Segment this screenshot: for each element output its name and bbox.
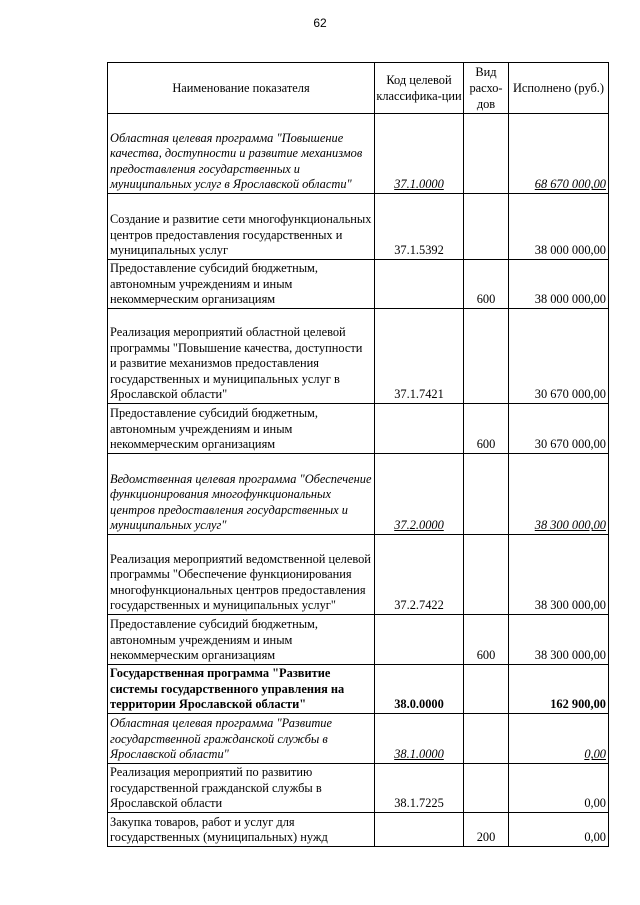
- table-row: [108, 813, 609, 847]
- row-code: [375, 404, 464, 454]
- row-name: Областная целевая программа "Повышение качества, доступности и развитие механизмов предоставления государственных и муниципальных услуг в Ярославской области": [108, 114, 375, 194]
- row-name: Предоставление субсидий бюджетным, автономным учреждениям и иным некоммерческим организациям: [108, 260, 375, 309]
- row-amount: 38 300 000,00: [509, 615, 609, 665]
- row-amount: 38 300 000,00: [509, 454, 609, 535]
- row-amount: 162 900,00: [509, 665, 609, 714]
- row-amount: 0,00: [509, 764, 609, 813]
- row-type: 200: [464, 813, 509, 847]
- table-header-row: [108, 63, 609, 114]
- row-amount: 30 670 000,00: [509, 309, 609, 404]
- table-row: [108, 260, 609, 309]
- row-code: [375, 813, 464, 847]
- row-type: [464, 764, 509, 813]
- row-amount: 0,00: [509, 714, 609, 764]
- row-name: Закупка товаров, работ и услуг для государственных (муниципальных) нужд: [108, 813, 375, 847]
- row-type: 600: [464, 615, 509, 665]
- row-type: [464, 114, 509, 194]
- row-code: 38.1.0000: [375, 714, 464, 764]
- table-row: [108, 714, 609, 764]
- table-row: [108, 194, 609, 260]
- row-type: [464, 309, 509, 404]
- row-type: [464, 665, 509, 714]
- row-type: [464, 535, 509, 615]
- row-amount: 38 000 000,00: [509, 260, 609, 309]
- row-type: [464, 714, 509, 764]
- row-code: [375, 615, 464, 665]
- row-code: 37.1.7421: [375, 309, 464, 404]
- header-name: Наименование показателя: [108, 63, 375, 114]
- row-name: Реализация мероприятий ведомственной целевой программы "Обеспечение функционирования многофункциональных центров предоставления государственных и муниципальных услуг": [108, 535, 375, 615]
- row-name: Создание и развитие сети многофункциональных центров предоставления государственных и муниципальных услуг: [108, 194, 375, 260]
- table-row: [108, 309, 609, 404]
- row-type: [464, 194, 509, 260]
- row-amount: 68 670 000,00: [509, 114, 609, 194]
- row-name: Предоставление субсидий бюджетным, автономным учреждениям и иным некоммерческим организациям: [108, 404, 375, 454]
- row-code: [375, 260, 464, 309]
- row-code: 38.1.7225: [375, 764, 464, 813]
- table-row: [108, 665, 609, 714]
- row-code: 37.1.0000: [375, 114, 464, 194]
- row-name: Реализация мероприятий областной целевой программы "Повышение качества, доступности и развитие механизмов предоставления государственных и муниципальных услуг в Ярославской области": [108, 309, 375, 404]
- row-code: 38.0.0000: [375, 665, 464, 714]
- row-amount: 38 300 000,00: [509, 535, 609, 615]
- header-type: Вид расхо-дов: [464, 63, 509, 114]
- table-row: [108, 535, 609, 615]
- row-amount: 0,00: [509, 813, 609, 847]
- row-code: 37.2.0000: [375, 454, 464, 535]
- table-row: [108, 454, 609, 535]
- expenditure-table: [107, 62, 609, 847]
- table-row: [108, 114, 609, 194]
- row-amount: 30 670 000,00: [509, 404, 609, 454]
- row-name: Областная целевая программа "Развитие государственной гражданской службы в Ярославской области": [108, 714, 375, 764]
- row-amount: 38 000 000,00: [509, 194, 609, 260]
- table-row: [108, 764, 609, 813]
- table-row: [108, 404, 609, 454]
- row-code: 37.1.5392: [375, 194, 464, 260]
- header-amount: Исполнено (руб.): [509, 63, 609, 114]
- row-name: Предоставление субсидий бюджетным, автономным учреждениям и иным некоммерческим организациям: [108, 615, 375, 665]
- row-code: 37.2.7422: [375, 535, 464, 615]
- row-type: [464, 454, 509, 535]
- header-code: Код целевой классифика-ции: [375, 63, 464, 114]
- row-name: Реализация мероприятий по развитию государственной гражданской службы в Ярославской области: [108, 764, 375, 813]
- row-name: Ведомственная целевая программа "Обеспечение функционирования многофункциональных центров предоставления государственных и муниципальных услуг": [108, 454, 375, 535]
- table-row: [108, 615, 609, 665]
- page-number: 62: [313, 16, 327, 30]
- row-type: 600: [464, 260, 509, 309]
- row-name: Государственная программа "Развитие системы государственного управления на территории Ярославской области": [108, 665, 375, 714]
- row-type: 600: [464, 404, 509, 454]
